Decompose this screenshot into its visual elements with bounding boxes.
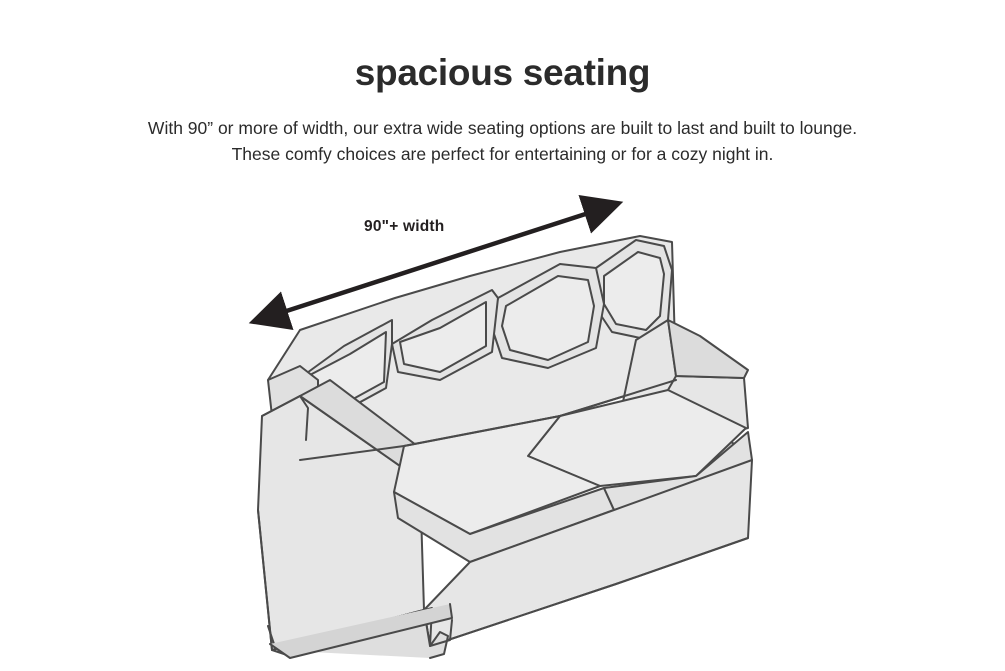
subcopy-block (50, 115, 955, 167)
sofa-diagram (0, 180, 1005, 660)
page-title: spacious seating (354, 52, 651, 93)
subcopy-line-1: With 90” or more of width, our extra wide seating options are built to last and built to lounge. (147, 118, 858, 138)
subcopy-line-2: These comfy choices are perfect for entertaining or for a cozy night in. (231, 144, 774, 164)
width-dimension-label: 90"+ width (364, 218, 445, 235)
sofa-line-drawing (258, 236, 752, 658)
sofa-arm-right-top (668, 320, 748, 378)
